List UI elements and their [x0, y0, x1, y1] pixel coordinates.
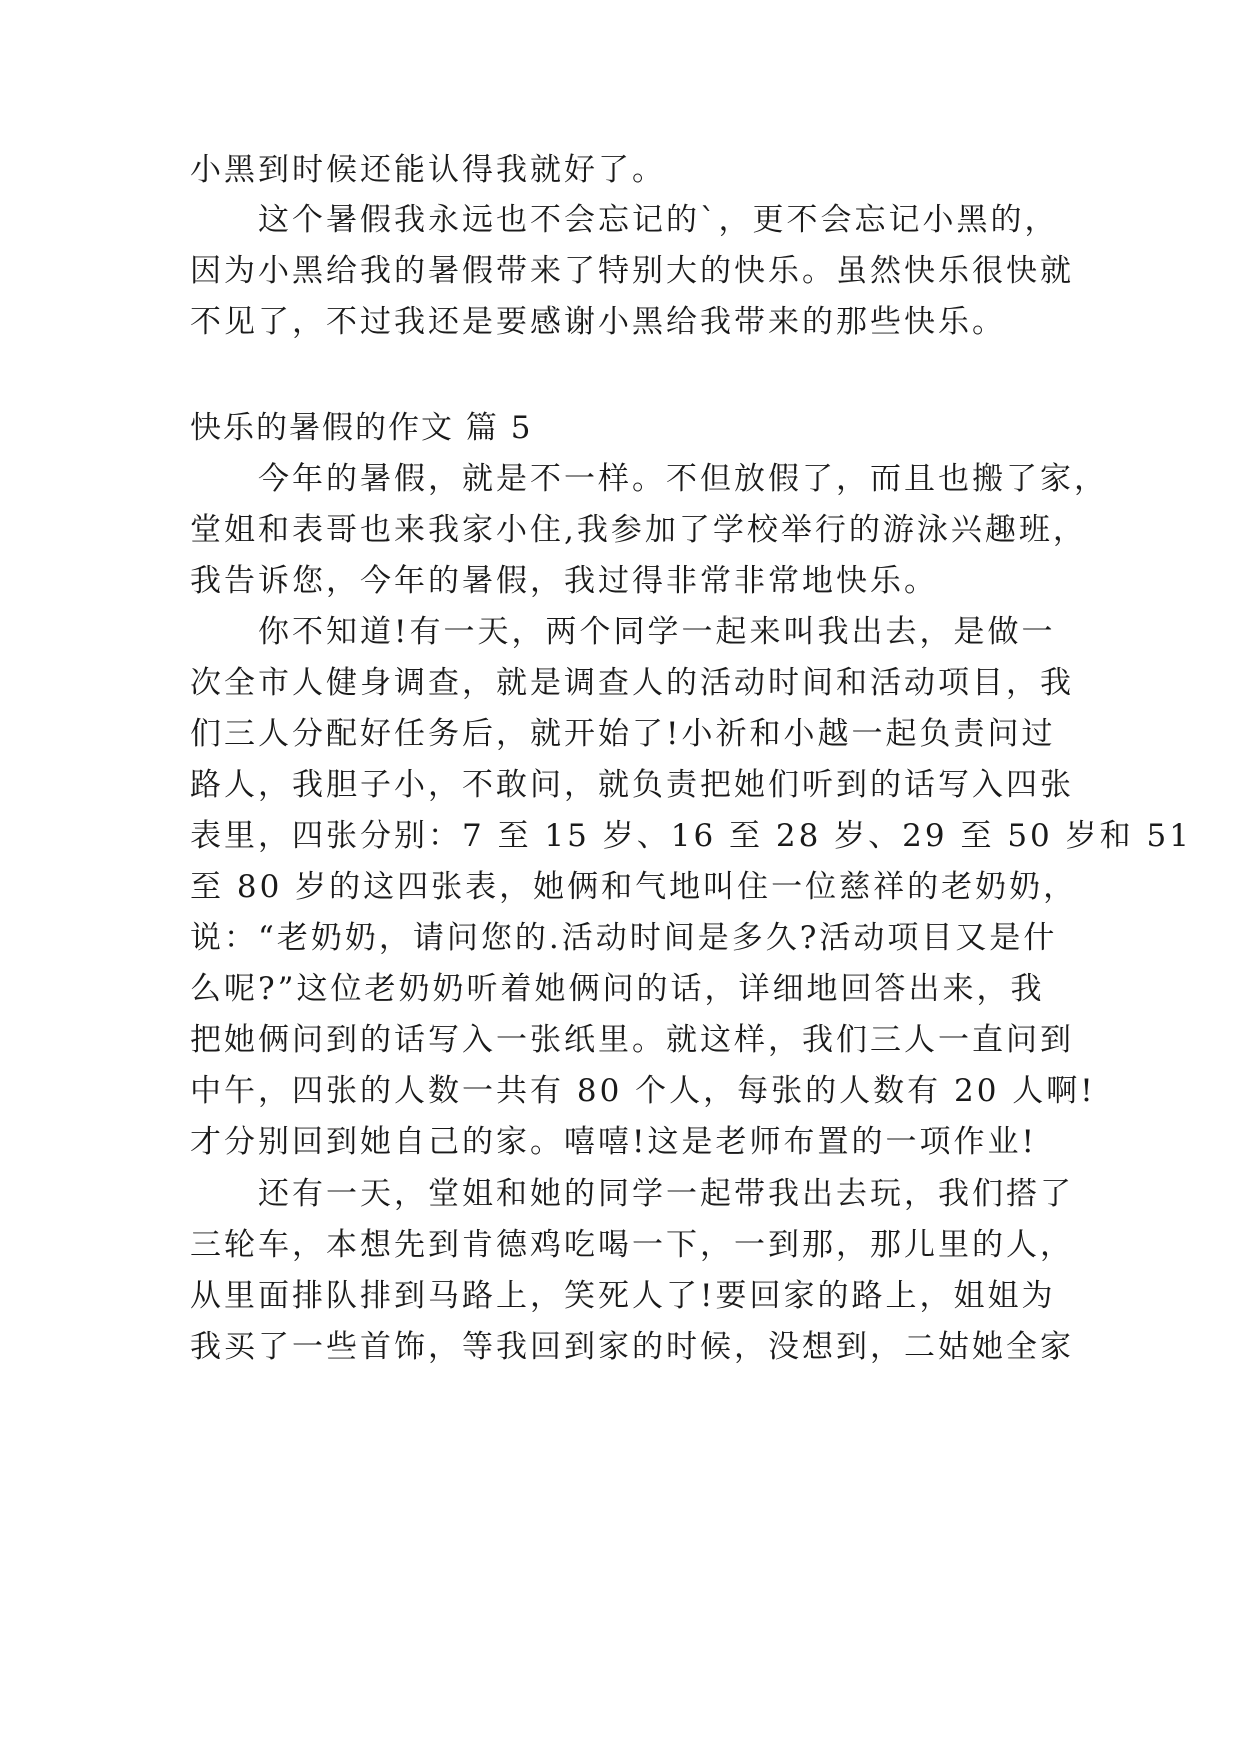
paragraph-line: 中午，四张的人数一共有 80 个人，每张的人数有 20 人啊! — [190, 1073, 1096, 1109]
paragraph-line: 次全市人健身调查，就是调查人的活动时间和活动项目，我 — [190, 665, 1074, 701]
paragraph-line: 不见了，不过我还是要感谢小黑给我带来的那些快乐。 — [190, 304, 1006, 340]
paragraph-line: 说：“老奶奶，请问您的.活动时间是多久?活动项目又是什 — [190, 920, 1058, 956]
paragraph-line: 路人，我胆子小，不敢问，就负责把她们听到的话写入四张 — [190, 767, 1074, 803]
paragraph-line: 我买了一些首饰，等我回到家的时候，没想到，二姑她全家 — [190, 1329, 1074, 1365]
paragraph-line: 三轮车，本想先到肯德鸡吃喝一下，一到那，那儿里的人， — [190, 1227, 1074, 1263]
section-heading: 快乐的暑假的作文 篇 5 — [190, 410, 533, 446]
paragraph-line: 我告诉您，今年的暑假，我过得非常非常地快乐。 — [190, 563, 938, 599]
paragraph-line: 把她俩问到的话写入一张纸里。就这样，我们三人一直问到 — [190, 1022, 1074, 1058]
paragraph-line: 才分别回到她自己的家。嘻嘻!这是老师布置的一项作业! — [190, 1124, 1037, 1160]
paragraph-line: 小黑到时候还能认得我就好了。 — [190, 152, 666, 188]
paragraph-line: 么呢?”这位老奶奶听着她俩问的话，详细地回答出来，我 — [190, 971, 1045, 1007]
paragraph-line: 从里面排队排到马路上，笑死人了!要回家的路上，姐姐为 — [190, 1278, 1056, 1314]
paragraph-line: 表里，四张分别：7 至 15 岁、16 至 28 岁、29 至 50 岁和 51 — [190, 818, 1192, 854]
paragraph-line: 今年的暑假，就是不一样。不但放假了，而且也搬了家， — [258, 461, 1108, 497]
paragraph-line: 这个暑假我永远也不会忘记的`，更不会忘记小黑的， — [258, 202, 1059, 238]
paragraph-line: 们三人分配好任务后，就开始了!小祈和小越一起负责问过 — [190, 716, 1056, 752]
paragraph-line: 因为小黑给我的暑假带来了特别大的快乐。虽然快乐很快就 — [190, 253, 1074, 289]
paragraph-line: 至 80 岁的这四张表，她俩和气地叫住一位慈祥的老奶奶， — [190, 869, 1078, 905]
paragraph-line: 还有一天，堂姐和她的同学一起带我出去玩，我们搭了 — [258, 1176, 1074, 1212]
paragraph-line: 堂姐和表哥也来我家小住,我参加了学校举行的游泳兴趣班， — [190, 512, 1087, 548]
paragraph-line: 你不知道!有一天，两个同学一起来叫我出去，是做一 — [258, 614, 1056, 650]
